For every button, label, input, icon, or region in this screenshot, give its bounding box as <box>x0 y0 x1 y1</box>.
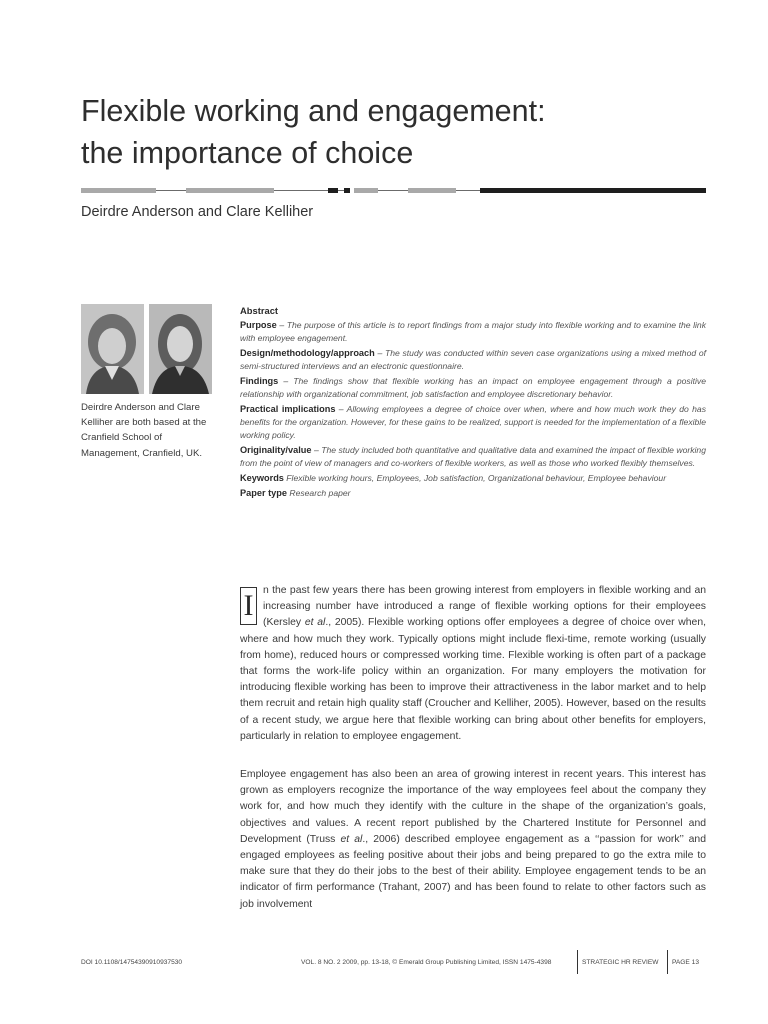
divider-segment <box>328 188 338 193</box>
divider-line <box>274 190 328 191</box>
divider-segment <box>480 188 706 193</box>
abstract-implications <box>240 403 706 442</box>
footer-journal: STRATEGIC HR REVIEW <box>582 959 659 966</box>
footer-divider <box>667 950 668 974</box>
author-photo-clare-kelliher <box>149 304 212 394</box>
implications-text: – Allowing employees a degree of choice over when, where and how much work they do has benefits for the organization. However, for these gains to be realized, support is needed for the implementation of a flexible working policy. <box>240 404 706 440</box>
author-photo-deirdre-anderson <box>81 304 144 394</box>
originality-label: Originality/value <box>240 445 312 455</box>
implications-label: Practical implications <box>240 404 336 414</box>
papertype-label: Paper type <box>240 488 287 498</box>
article-authors: Deirdre Anderson and Clare Kelliher <box>81 204 314 220</box>
abstract-design <box>240 347 706 373</box>
title-line-2: the importance of choice <box>81 136 414 170</box>
drop-cap-letter: I <box>243 589 254 622</box>
drop-cap <box>240 587 257 625</box>
divider-line <box>456 190 480 191</box>
divider-segment <box>344 188 350 193</box>
abstract-section <box>240 304 706 502</box>
findings-label: Findings <box>240 376 279 386</box>
body-paragraph <box>240 583 706 745</box>
purpose-label: Purpose <box>240 320 277 330</box>
design-label: Design/methodology/approach <box>240 348 375 358</box>
footer-divider <box>577 950 578 974</box>
abstract-originality <box>240 444 706 470</box>
findings-text: – The findings show that flexible working has an impact on employee engagement through a positive relationship with organizational commitment, job satisfaction and employee discretionary behavior. <box>240 376 706 399</box>
body-paragraph <box>240 767 706 913</box>
divider-segment <box>186 188 274 193</box>
keywords-label: Keywords <box>240 473 284 483</box>
keywords-text: Flexible working hours, Employees, Job satisfaction, Organizational behaviour, Employee behaviour <box>283 473 667 483</box>
abstract-findings <box>240 375 706 401</box>
divider-line <box>378 190 408 191</box>
title-line-1: Flexible working and engagement: <box>81 94 546 128</box>
divider-segment <box>408 188 456 193</box>
purpose-text: – The purpose of this article is to report findings from a major study into flexible working and to examine the link with employee engagement. <box>240 320 706 343</box>
abstract-keywords <box>240 472 706 485</box>
citation-etal: et al <box>304 617 326 629</box>
paragraph-text: n the past few years there has been growing interest from employers in flexible working and an increasing number have introduced a range of flexible working options for their employees (Kersley <box>263 585 706 629</box>
paragraph-text: ., 2005). Flexible working options offer employees a degree of choice over when, where and how much they work. Typically options might include flexi-time, remote working (usually from home), reduced hours or compressed working time. Flexible working is often part of a package that forms the work-life policy within an organization. For many employers the motivation for introducing flexible working has been to improve their attractiveness in the labor market and to help them recruit and retain high quality staff (Croucher and Kelliher, 2005). However, based on the results of a recent study, we argue here that flexible working can bring about other benefits for employers, particularly in relation to employee engagement. <box>240 617 707 742</box>
footer-volume: VOL. 8 NO. 2 2009, pp. 13-18, © Emerald Group Publishing Limited, ISSN 1475-4398 <box>301 959 552 966</box>
paragraph-text: ., 2006) described employee engagement as a ‘‘passion for work’’ and engaged employees as feeling positive about their jobs and being prepared to go the extra mile to make sure that they do their jobs to the best of their ability. Employee engagement tends to be an indicator of firm performance (Trahant, 2007) and has been found to relate to other factors such as job involvement <box>240 833 706 910</box>
divider-segment <box>354 188 378 193</box>
citation-etal: et al <box>340 833 363 845</box>
paragraph-text: Employee engagement has also been an area of growing interest in recent years. This interest has grown as employers recognize the importance of the way employees feel about the company they work for, and how much they identify with the culture in the shape of the organization’s goals, objectives and values. A recent report published by the Chartered Institute for Personnel and Development (Truss <box>240 769 706 845</box>
divider-segment <box>81 188 156 193</box>
abstract-heading: Abstract <box>240 305 279 316</box>
footer-page-number: PAGE 13 <box>672 959 699 966</box>
design-text: – The study was conducted within seven case organizations using a mixed method of semi-structured interviews and an electronic questionnaire. <box>240 348 706 371</box>
abstract-paper-type <box>240 487 706 500</box>
author-bio: Deirdre Anderson and Clare Kelliher are both based at the Cranfield School of Management, Cranfield, UK. <box>81 402 207 459</box>
originality-text: – The study included both quantitative and qualitative data and examined the impact of flexible working from the point of view of managers and co-workers of flexible workers, as well as those who worked flexibly themselves. <box>240 445 706 468</box>
divider-line <box>156 190 186 191</box>
footer-doi: DOI 10.1108/14754390910937530 <box>81 959 183 966</box>
article-title <box>81 90 546 174</box>
abstract-purpose <box>240 319 706 345</box>
papertype-text: Research paper <box>286 488 351 498</box>
